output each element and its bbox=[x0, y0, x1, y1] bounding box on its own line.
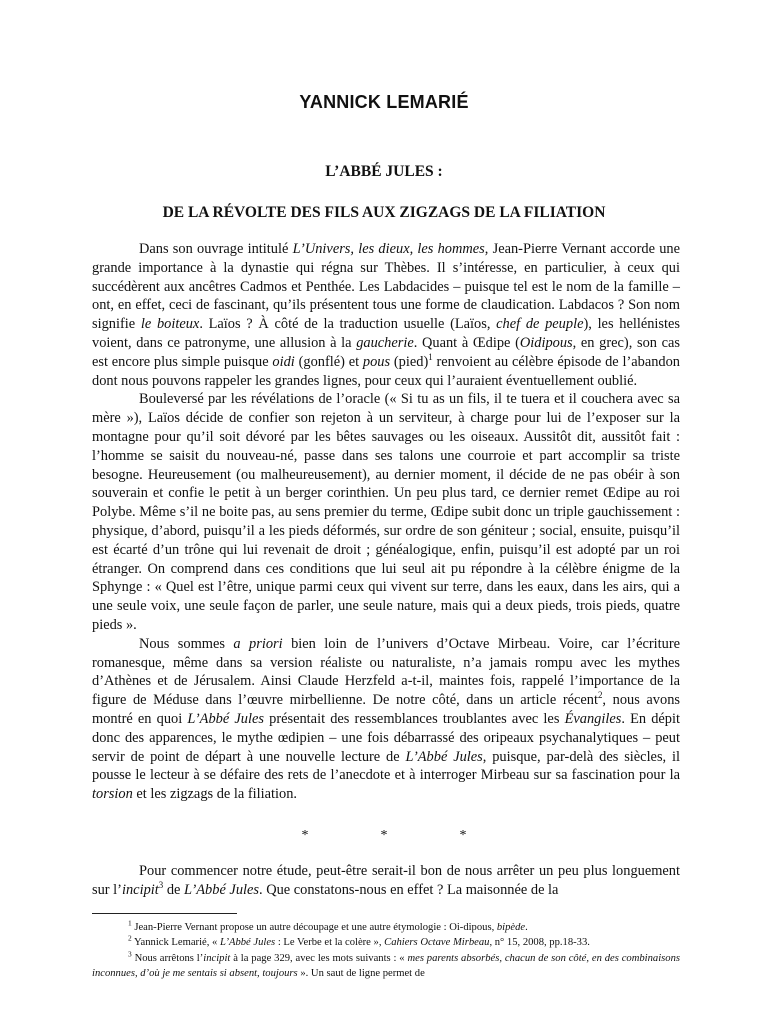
italic-term: incipit bbox=[121, 881, 159, 898]
paragraph-1 bbox=[92, 240, 680, 390]
book-title: L’Abbé Jules bbox=[184, 881, 259, 898]
text-run: Nous arrêtons l’ bbox=[131, 952, 204, 964]
title-line-1: L’ABBÉ JULES : bbox=[325, 163, 443, 180]
text-run: . bbox=[525, 922, 528, 933]
footnote-1 bbox=[92, 920, 680, 935]
text-run: . Que constatons-nous en effet ? La maisonnée de la bbox=[259, 881, 559, 898]
text-run: , en grec), son cas est encore plus simple puisque bbox=[92, 334, 680, 370]
text-run: , puisque, par-delà des siècles, il pousse le lecteur à se défaire des rets de l’anecdote et à interroger Mirbeau sur sa fascination pour la bbox=[92, 748, 681, 784]
italic-term: pous bbox=[362, 353, 391, 370]
text-run: Jean-Pierre Vernant propose un autre découpage et une autre étymologie : Oi-dipous, bbox=[131, 922, 497, 933]
asterisk: * bbox=[459, 828, 467, 843]
text-run: Yannick Lemarié, « bbox=[131, 937, 220, 949]
text-run: . Laïos ? À côté de la traduction usuelle (Laïos, bbox=[199, 316, 497, 333]
quotation: mes parents absorbés, chacun de son côté, en des combinaisons inconnues, d’où je me sentais si absent, toujours bbox=[92, 952, 680, 980]
journal-title: Cahiers Octave Mirbeau bbox=[384, 937, 490, 949]
text-run: , nous avons montré en quoi bbox=[92, 692, 680, 727]
paragraph-3 bbox=[92, 635, 680, 804]
text-run: (gonflé) et bbox=[294, 353, 363, 370]
text-run: de bbox=[163, 881, 184, 898]
footnote-divider bbox=[92, 913, 237, 914]
body-text bbox=[92, 240, 680, 804]
body-text-continued bbox=[92, 862, 680, 900]
text-run: Dans son ouvrage intitulé bbox=[139, 241, 293, 257]
section-separator bbox=[0, 828, 768, 844]
italic-term: oidi bbox=[272, 353, 295, 370]
text-run: bien loin de l’univers d’Octave Mirbeau. Voire, car l’écriture romanesque, même dans sa version réaliste ou naturaliste, n’a jamais rompu avec les mythes d’Athènes et de Jérusalem. Ainsi Claude Herzfeld a-t-il, maintes fois, rappelé l’importance de la figure de Méduse dans l’œuvre mirbellienne. De notre côté, dans un article récent bbox=[92, 635, 681, 709]
footnote-number: 2 bbox=[128, 933, 132, 943]
text-run: , n° 15, 2008, pp.18-33. bbox=[489, 937, 590, 949]
footnote-2 bbox=[92, 935, 680, 950]
italic-term: Oidipous bbox=[519, 334, 573, 351]
text-run: Pour commencer notre étude, peut-être serait-il bon de nous arrêter un peu plus longuement sur l’ bbox=[92, 863, 680, 898]
book-title: L’Abbé Jules bbox=[219, 937, 276, 949]
text-run: à la page 329, avec les mots suivants : « bbox=[230, 952, 408, 964]
italic-term: gaucherie bbox=[356, 334, 414, 351]
italic-term: torsion bbox=[92, 786, 133, 803]
italic-term: incipit bbox=[203, 952, 231, 964]
title-line-2: DE LA RÉVOLTE DES FILS AUX ZIGZAGS DE LA FILIATION bbox=[162, 204, 606, 221]
footnote-ref-2[interactable]: 2 bbox=[597, 690, 603, 701]
text-run: ». Un saut de ligne permet de bbox=[297, 968, 425, 980]
paragraph-4 bbox=[92, 862, 680, 900]
text-run: , Jean-Pierre Vernant accorde une grande importance à la dynastie qui régna sur Thèbes. Il s’intéresse, en particulier, à ceux qui succédèrent aux ancêtres Cadmos et Penthée. Les Labdacides – puisque tel est le nom de la famille – ont, en effet, ceci de fascinant, qu’ils présentent tous une forme de claudication. Labdacos ? Son nom signifie bbox=[92, 241, 680, 333]
author-name: YANNICK LEMARIÉ bbox=[299, 92, 469, 112]
italic-term: bipède bbox=[496, 922, 526, 933]
text-run: présentait des ressemblances troublantes avec les bbox=[263, 710, 565, 727]
text-run: . Quant à Œdipe ( bbox=[413, 334, 520, 351]
footnote-ref-3[interactable]: 3 bbox=[158, 880, 164, 890]
footnote-3 bbox=[92, 951, 680, 982]
text-run: Nous sommes bbox=[139, 635, 234, 652]
asterisk: * bbox=[380, 828, 388, 843]
text-run: et les zigzags de la filiation. bbox=[132, 786, 298, 803]
text-run: : Le Verbe et la colère », bbox=[275, 937, 385, 949]
text-run: ), les hellénistes voient, dans ce patronyme, une allusion à la bbox=[92, 316, 681, 351]
book-title: L’Univers, les dieux, les hommes bbox=[292, 241, 485, 257]
book-title: L’Abbé Jules bbox=[187, 710, 264, 727]
footnote-ref-1[interactable]: 1 bbox=[428, 351, 433, 362]
text-run: (pied) bbox=[390, 353, 429, 370]
italic-term: a priori bbox=[233, 635, 283, 652]
italic-term: le boiteux bbox=[140, 316, 200, 333]
paragraph-2: Bouleversé par les révélations de l’oracle (« Si tu as un fils, il te tuera et il couchera avec sa mère »), Laïos décide de confier son rejeton à un serviteur, à charge pour lui de l’exposer sur la montagne pour qu’il soit dévoré par les bêtes sauvages ou les oiseaux. Aussitôt dit, aussitôt fait : l’homme se saisit du nouveau-né, passe dans ses talons une courroie et part accomplir sa triste besogne. Heureusement (ou malheureusement), au dernier moment, il décide de ne pas obéir à son souverain et confie le petit à un berger corinthien. Un peu plus tard, ce dernier remet Œdipe au roi Polybe. Même s’il ne boite pas, au sens premier du terme, Œdipe subit donc un triple gauchissement : physique, d’abord, puisqu’il a les pieds déformés, sur ordre de son géniteur ; social, ensuite, puisqu’il est écarté d’un trône qui lui revenait de droit ; généalogique, enfin, puisqu’il est adopté par un roi étranger. On comprend dans ces conditions que lui seul ait pu répondre à la célèbre énigme de la Sphynge : « Quel est l’être, unique parmi ceux qui vivent sur terre, dans les eaux, dans les airs, qui a une seule voix, une seule façon de parler, une seule nature, mais qui a deux pieds, trois pieds, quatre pieds ». bbox=[92, 391, 680, 633]
text-run: . En dépit donc des apparences, le mythe œdipien – une fois débarrassé des oripeaux psychanalytiques – peut servir de point de départ à une nouvelle lecture de bbox=[92, 710, 680, 765]
footnote-number: 1 bbox=[128, 918, 132, 928]
footnote-number: 3 bbox=[128, 949, 132, 959]
book-title: L’Abbé Jules bbox=[405, 748, 483, 765]
asterisk: * bbox=[301, 828, 309, 843]
italic-term: chef de peuple bbox=[496, 316, 584, 333]
footnotes bbox=[92, 920, 680, 982]
book-title: Évangiles bbox=[564, 710, 622, 727]
text-run: renvoient au célèbre épisode de l’abandon dont nous pouvons rappeler les grandes lignes, pour ceux qui l’auraient éventuellement oublié. bbox=[92, 353, 680, 389]
